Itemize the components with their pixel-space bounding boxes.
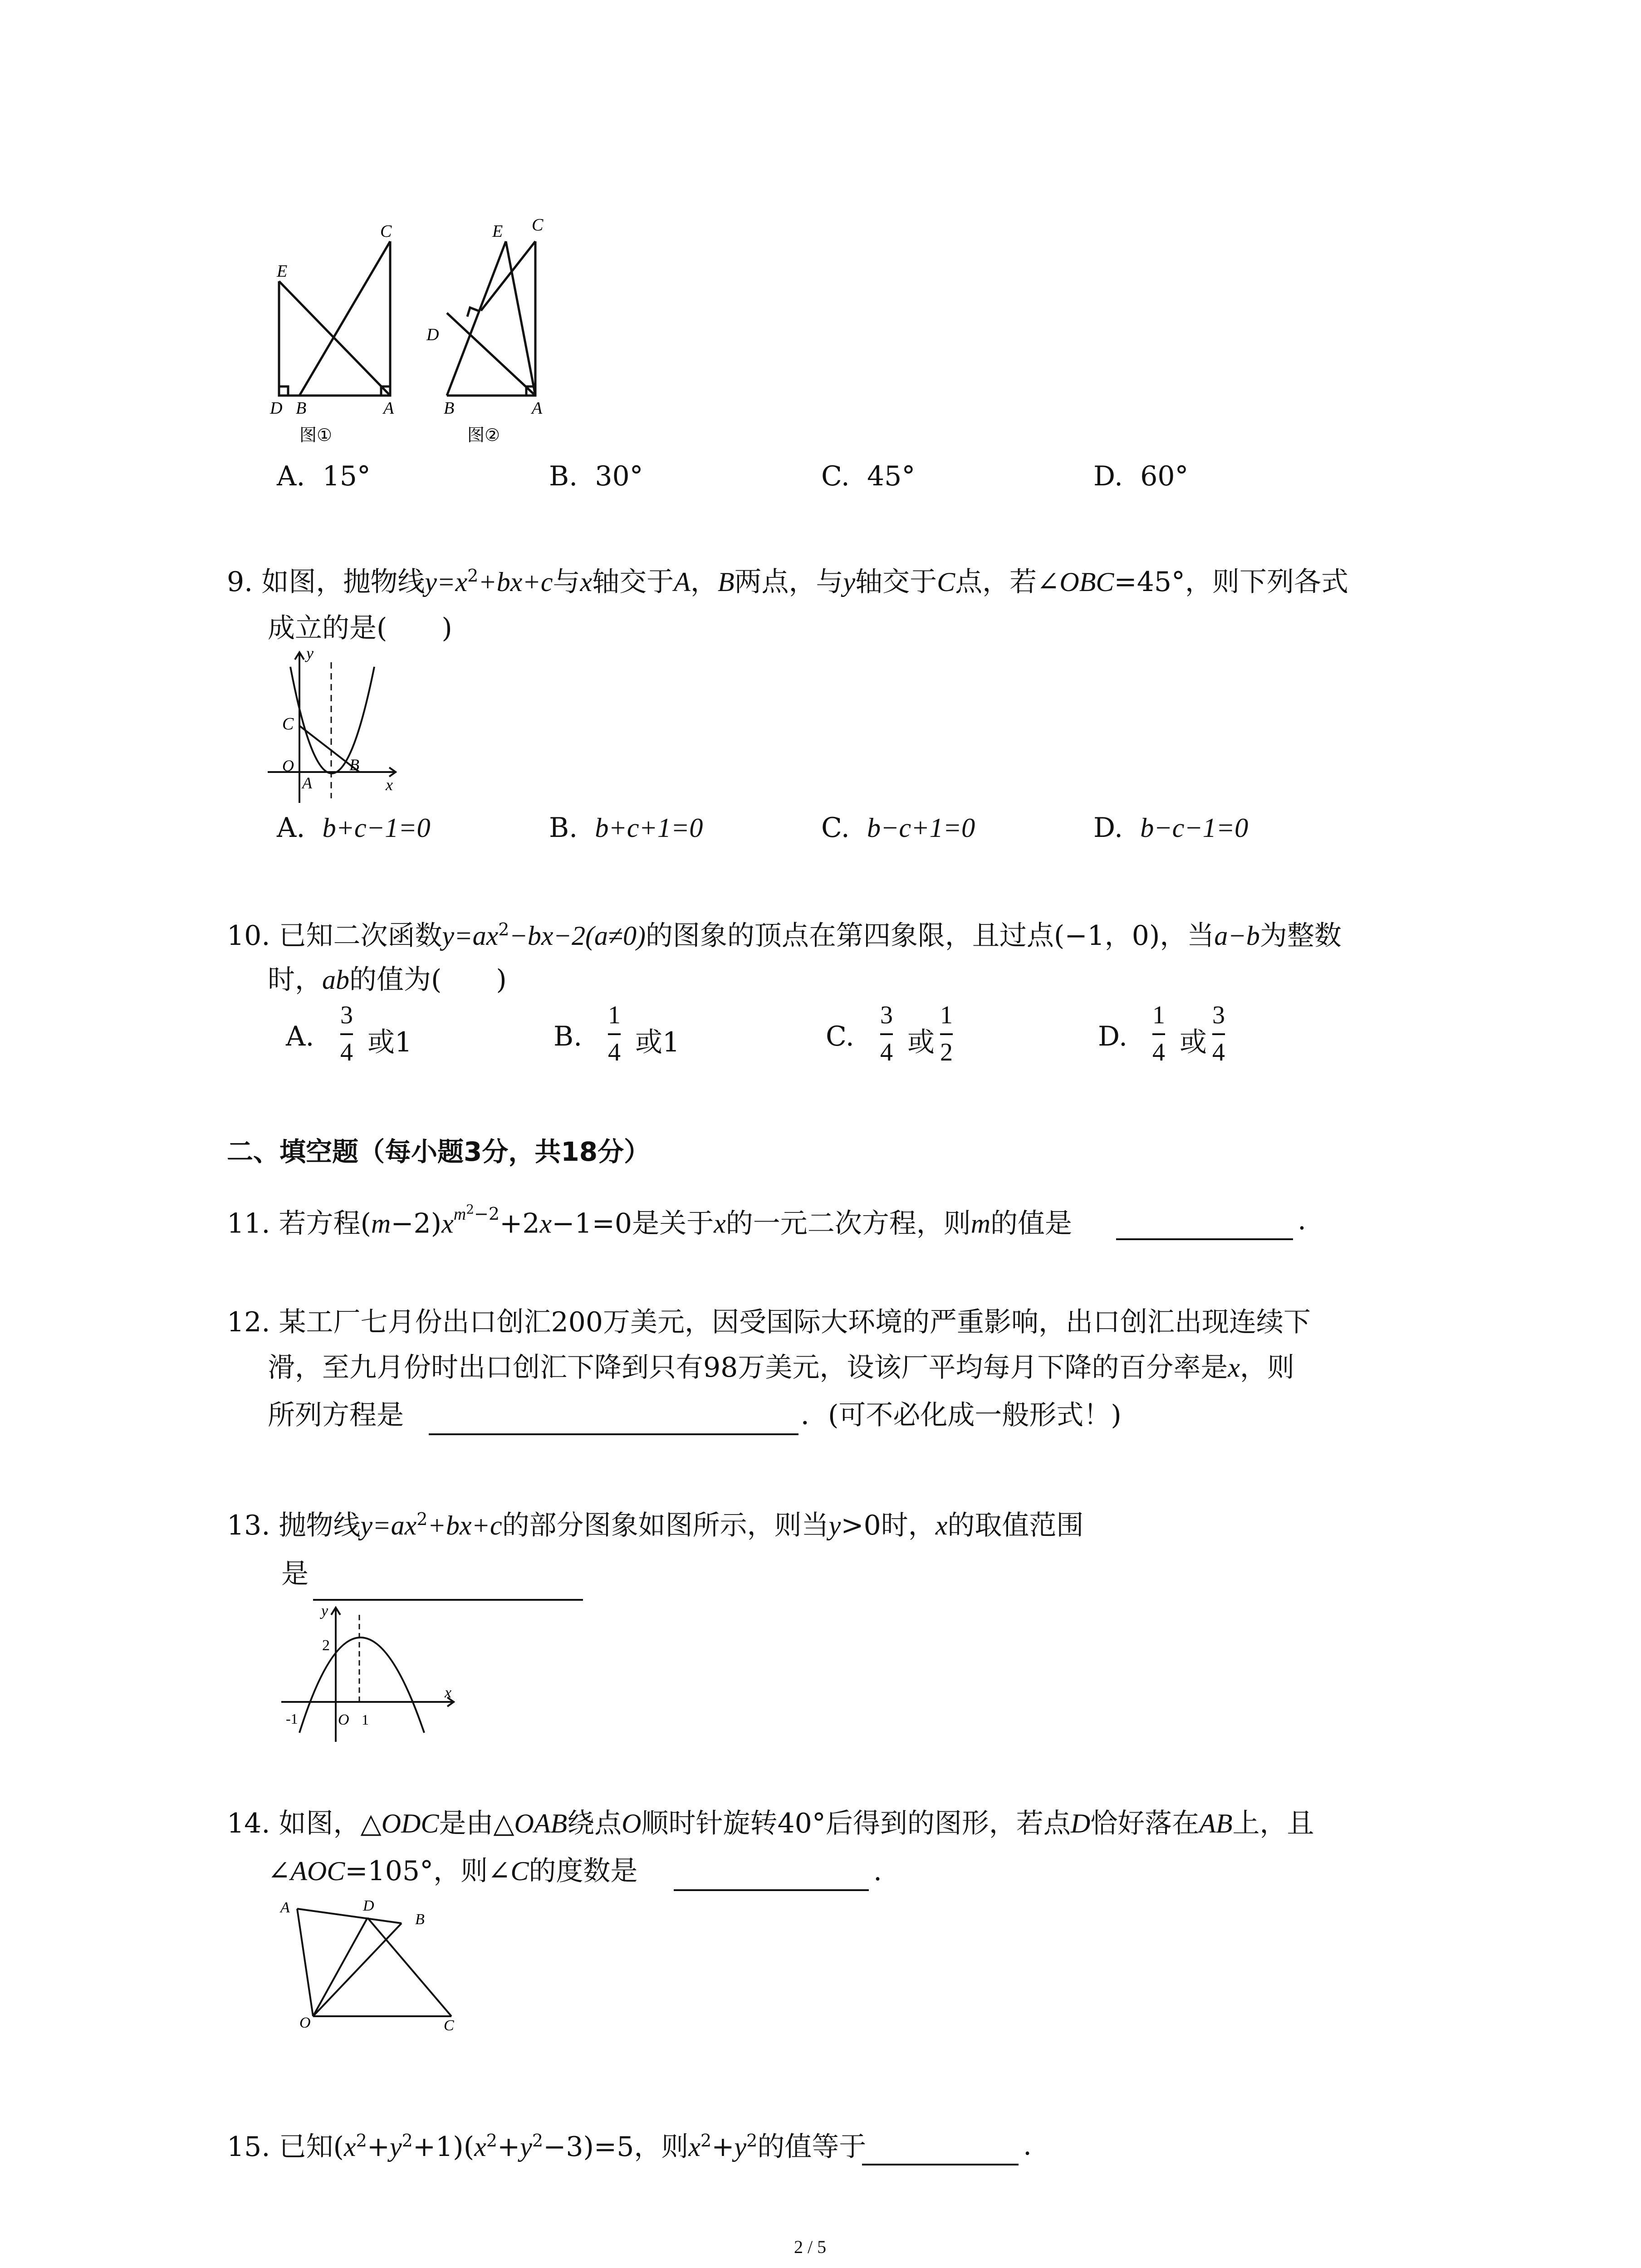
- text: 恰好落在: [1090, 1808, 1200, 1839]
- text: 的部分图象如图所示，则当: [502, 1510, 829, 1541]
- q9-number: 9.: [227, 566, 253, 598]
- option-key: C.: [821, 460, 850, 492]
- sup: 2: [356, 2131, 367, 2151]
- q8-option-b: [549, 460, 643, 492]
- q14-number: 14.: [227, 1808, 270, 1839]
- text: 时，: [268, 964, 322, 996]
- fig1-label-A: A: [383, 399, 394, 418]
- q13-number: 13.: [227, 1510, 270, 1541]
- text: 是由△: [439, 1808, 514, 1839]
- q12-line3-b: ．(可不必化成一般形式！): [801, 1399, 1122, 1431]
- text: 绕点: [567, 1808, 622, 1839]
- q9-label-O: O: [282, 757, 294, 775]
- text: 如图，抛物线: [261, 566, 425, 598]
- q11-line: [227, 1202, 1073, 1240]
- q12-number: 12.: [227, 1306, 270, 1338]
- q13-line1: [227, 1510, 1083, 1539]
- option-text: b+c+1=0: [595, 813, 703, 843]
- math: y=ax: [442, 921, 499, 951]
- text: +1)(: [412, 2131, 475, 2163]
- q15-answer-blank[interactable]: [862, 2164, 1019, 2165]
- text: 点，若∠: [955, 566, 1060, 598]
- math: y: [843, 567, 856, 597]
- text: 滑，至九月份时出口创汇下降到只有98万美元，设该厂平均每月下降的百分率是: [268, 1352, 1228, 1383]
- text: 的一元二次方程，则: [725, 1207, 971, 1240]
- text: 的值为( ): [349, 964, 507, 996]
- math: ab: [322, 965, 349, 995]
- math: y=ax: [360, 1510, 417, 1540]
- text: +: [711, 2131, 735, 2163]
- text: 或: [367, 1026, 395, 1058]
- math: OAB: [514, 1809, 568, 1838]
- text: −3)=5，则: [543, 2131, 689, 2163]
- math: AOC: [290, 1856, 345, 1886]
- q9-axis-y: y: [306, 644, 314, 662]
- q13-line2: 是: [281, 1558, 309, 1590]
- math: x: [714, 1208, 726, 1239]
- math: B: [717, 567, 735, 597]
- q13-axis-y: y: [321, 1603, 328, 1619]
- q14-period: .: [873, 1855, 882, 1887]
- figure-2: [447, 241, 535, 396]
- text: 上，且: [1232, 1808, 1314, 1839]
- q14-line2: [268, 1857, 637, 1885]
- option-text: 30°: [595, 460, 643, 492]
- text: 轴交于: [855, 566, 937, 598]
- q14-label-C: C: [444, 2017, 454, 2032]
- fig1-label-B: B: [296, 399, 307, 418]
- text: −2): [391, 1207, 442, 1240]
- option-key: A.: [277, 460, 305, 492]
- q13-tick-1: 1: [362, 1711, 369, 1728]
- text: 两点，与: [734, 566, 843, 598]
- option-text: b+c−1=0: [322, 813, 431, 843]
- option-key: A.: [277, 812, 305, 844]
- option-text: b−c+1=0: [867, 813, 975, 843]
- fraction-bar: [1212, 1033, 1225, 1035]
- text: −1=0是关于: [552, 1207, 714, 1240]
- option-key: D.: [1093, 460, 1123, 492]
- math: y: [734, 2132, 747, 2162]
- q10-option-c-mid: 或: [907, 1026, 935, 1058]
- math: y: [828, 1510, 841, 1540]
- sup: 2: [466, 1202, 475, 1217]
- q10-option-b-key: B.: [554, 1021, 583, 1052]
- text: ∠: [268, 1855, 291, 1887]
- text: 某工厂七月份出口创汇200万美元，因受国际大环境的严重影响，出口创汇出现连续下: [279, 1306, 1311, 1338]
- sup: 2: [746, 2131, 758, 2151]
- q11-answer-blank[interactable]: [1116, 1238, 1293, 1240]
- q11-number: 11.: [227, 1207, 270, 1240]
- fig1-label-E: E: [277, 262, 288, 281]
- math: y: [520, 2132, 532, 2162]
- text: 1: [662, 1026, 680, 1058]
- text: 如图，△: [279, 1808, 382, 1839]
- q11-period: .: [1298, 1204, 1307, 1236]
- q10-option-d-fraction-2: [1212, 1002, 1225, 1065]
- q10-option-a-key: A.: [286, 1021, 314, 1052]
- q10-option-c-fraction-1: [880, 1002, 893, 1065]
- math: y: [390, 2132, 402, 2162]
- q9-option-a: [277, 812, 431, 844]
- sup: 2: [700, 2131, 712, 2151]
- q9-label-B: B: [349, 756, 359, 774]
- q10-option-d-mid: 或: [1180, 1026, 1207, 1058]
- q9-line1: [227, 567, 1348, 596]
- q12-line2: [268, 1354, 1294, 1381]
- text: 轴交于: [592, 566, 674, 598]
- sup: 2: [498, 919, 509, 939]
- math: −bx−2(a≠0): [509, 921, 646, 951]
- text: 或: [635, 1026, 662, 1058]
- denominator: 4: [608, 1038, 621, 1066]
- q15-number: 15.: [227, 2131, 270, 2163]
- text: +: [497, 2131, 520, 2163]
- denominator: 4: [340, 1038, 353, 1066]
- option-text: 15°: [322, 460, 371, 492]
- sup: 2: [467, 566, 479, 586]
- q10-line1: [227, 919, 1342, 952]
- fraction-bar: [340, 1033, 353, 1035]
- denominator: 4: [1212, 1038, 1225, 1066]
- q14-figure: [272, 1896, 476, 2032]
- text: ，: [690, 566, 718, 598]
- numerator: 1: [1152, 1001, 1165, 1029]
- sup: 2: [532, 2131, 544, 2151]
- math: x: [688, 2132, 701, 2162]
- math: +bx+c: [478, 567, 553, 597]
- q15-period: .: [1023, 2130, 1032, 2161]
- q9-option-c: [821, 812, 975, 844]
- numerator: 3: [340, 1001, 353, 1029]
- text: 与: [553, 566, 580, 598]
- q9-label-A: A: [302, 774, 312, 792]
- math: x: [1228, 1353, 1240, 1383]
- math: C: [510, 1856, 529, 1886]
- exponent: [454, 1204, 500, 1224]
- fraction-bar: [608, 1033, 621, 1035]
- option-key: D.: [1093, 812, 1123, 844]
- fraction-bar: [940, 1033, 953, 1035]
- math: +bx+c: [427, 1510, 502, 1540]
- q9-line2: 成立的是( ): [268, 612, 452, 644]
- q8-figures: [254, 209, 599, 463]
- math: m: [371, 1208, 391, 1239]
- option-key: B.: [549, 812, 578, 844]
- q13-tick-O: O: [338, 1711, 349, 1728]
- option-key: C.: [821, 812, 850, 844]
- q14-label-B: B: [415, 1911, 425, 1928]
- q13-tick-2: 2: [322, 1637, 330, 1654]
- q10-option-d-fraction-1: [1152, 1002, 1165, 1065]
- sup: 2: [416, 1509, 428, 1529]
- fig2-label-C: C: [532, 215, 544, 235]
- q12-line1: [227, 1306, 1311, 1338]
- sup: 2: [486, 2131, 497, 2151]
- math: x: [539, 1208, 552, 1239]
- q9-option-b: [549, 812, 703, 844]
- text: +2: [500, 1207, 540, 1240]
- q10-number: 10.: [227, 920, 270, 952]
- text: 顺时针旋转40°后得到的图形，若点: [641, 1808, 1071, 1839]
- math: x: [343, 2132, 356, 2162]
- q9-axis-x: x: [386, 776, 393, 794]
- numerator: 1: [608, 1001, 621, 1029]
- text: 的图象的顶点在第四象限，且过点(−1，0)，当: [645, 920, 1215, 952]
- math: O: [622, 1809, 642, 1838]
- q10-option-d-key: D.: [1098, 1021, 1128, 1052]
- math: D: [1070, 1809, 1091, 1838]
- fig2-caption: 图②: [467, 425, 500, 445]
- numerator: 3: [1212, 1001, 1225, 1029]
- math: m: [453, 1204, 466, 1224]
- section-title: 二、填空题（每小题3分，共18分）: [227, 1136, 651, 1167]
- text: >0时，: [841, 1510, 936, 1541]
- text: 若方程(: [279, 1207, 371, 1240]
- fig2-label-A: A: [532, 399, 543, 418]
- q9-label-C: C: [282, 714, 294, 733]
- text: −2: [474, 1203, 500, 1224]
- text: 1: [395, 1026, 412, 1058]
- q8-option-a: [277, 460, 371, 492]
- denominator: 4: [880, 1038, 893, 1066]
- text: 的值是: [990, 1207, 1073, 1240]
- fig1-label-D: D: [270, 399, 283, 418]
- q8-option-c: [821, 460, 915, 492]
- math: A: [674, 567, 691, 597]
- text: 的取值范围: [947, 1510, 1084, 1541]
- q14-label-A: A: [280, 1899, 290, 1916]
- math: x: [935, 1510, 948, 1540]
- q9-option-d: [1093, 812, 1248, 844]
- fraction-bar: [880, 1033, 893, 1035]
- fig1-label-C: C: [380, 222, 392, 241]
- text: 为整数: [1259, 920, 1342, 952]
- text: 已知二次函数: [279, 920, 442, 952]
- math: OBC: [1059, 567, 1114, 597]
- denominator: 4: [1152, 1038, 1165, 1066]
- q8-option-d: [1093, 460, 1189, 492]
- figure-1: [279, 241, 390, 396]
- text: =45°，则下列各式: [1114, 566, 1349, 598]
- math: AB: [1199, 1809, 1233, 1838]
- math: y=x: [425, 567, 468, 597]
- numerator: 1: [940, 1001, 953, 1029]
- text: =105°，则∠: [345, 1855, 511, 1887]
- sup: 2: [402, 2131, 413, 2151]
- numerator: 3: [880, 1001, 893, 1029]
- q12-answer-blank[interactable]: [429, 1433, 798, 1435]
- fraction-bar: [1152, 1033, 1165, 1035]
- q10-option-b-fraction: [608, 1002, 621, 1065]
- q10-line2: [268, 964, 507, 996]
- math: a−b: [1214, 921, 1260, 951]
- option-key: B.: [549, 460, 578, 492]
- q10-option-c-key: C.: [826, 1021, 854, 1052]
- text: ，则: [1240, 1352, 1294, 1383]
- math: x: [441, 1208, 454, 1239]
- text: 的度数是: [529, 1855, 638, 1887]
- math: x: [474, 2132, 486, 2162]
- q14-label-D: D: [363, 1897, 374, 1914]
- fig2-label-D: D: [426, 325, 439, 344]
- q13-tick-minus-1: -1: [286, 1711, 298, 1727]
- option-text: 45°: [867, 460, 916, 492]
- fig2-label-B: B: [444, 399, 455, 418]
- q14-answer-blank[interactable]: [674, 1889, 869, 1891]
- text: +: [367, 2131, 390, 2163]
- option-text: 60°: [1140, 460, 1189, 492]
- fig2-label-E: E: [492, 222, 503, 241]
- q13-axis-x: x: [445, 1684, 452, 1701]
- math: ODC: [381, 1809, 439, 1838]
- q10-option-a-tail: [367, 1021, 412, 1060]
- math: x: [580, 567, 593, 597]
- page-number: 2 / 5: [794, 2237, 827, 2257]
- fig1-caption: 图①: [299, 425, 333, 445]
- text: 的值等于: [757, 2131, 867, 2163]
- q14-line1: [227, 1810, 1314, 1837]
- q15-line: [227, 2131, 867, 2163]
- math: m: [970, 1208, 991, 1239]
- q10-option-a-fraction: [340, 1002, 353, 1065]
- q10-option-c-fraction-2: [940, 1002, 953, 1065]
- denominator: 2: [940, 1038, 953, 1066]
- q9-graph: [263, 644, 413, 807]
- option-text: b−c−1=0: [1140, 813, 1249, 843]
- q13-graph: [272, 1597, 463, 1746]
- q12-line3-a: 所列方程是: [268, 1399, 404, 1431]
- q10-option-b-tail: [635, 1021, 680, 1060]
- text: 抛物线: [279, 1510, 361, 1541]
- text: 已知(: [279, 2131, 344, 2163]
- math: C: [937, 567, 955, 597]
- q14-label-O: O: [299, 2014, 311, 2031]
